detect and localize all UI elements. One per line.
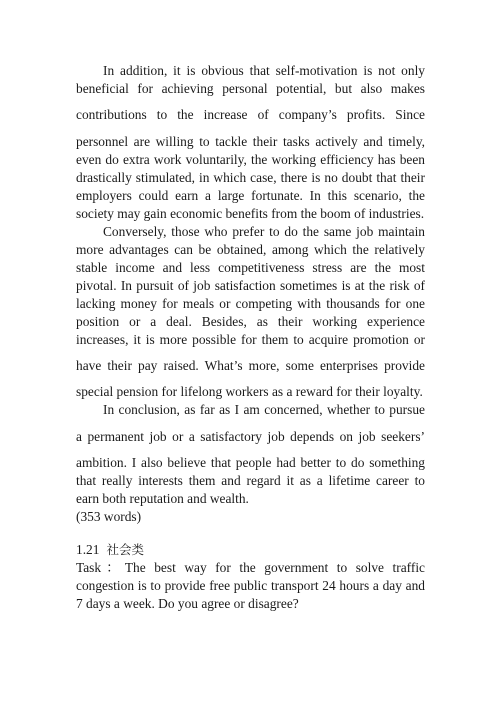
paragraph-1-line-1: In addition, it is obvious that self-motivation is not only [103,63,425,78]
section-heading [76,541,144,559]
paragraph-2-line-8: have their pay raised. What’s more, some enterprises provide [76,358,425,373]
paragraph-3-line-3: ambition. I also believe that people had better to do something [76,455,425,470]
paragraph-2-line-7: increases, it is more possible for them to acquire promotion or [76,332,425,347]
paragraph-2-line-1: Conversely, those who prefer to do the same job maintain [103,224,425,239]
paragraph-3-line-4: that really interests them and regard it as a lifetime career to [76,473,425,488]
paragraph-1-line-6: drastically stimulated, in which case, there is no doubt that their [76,170,425,185]
section-number: 1.21 [76,542,100,557]
paragraph-1-line-4: personnel are willing to tackle their tasks actively and timely, [76,134,425,149]
task-line-3: 7 days a week. Do you agree or disagree? [76,596,299,611]
paragraph-3-line-1: In conclusion, as far as I am concerned, whether to pursue [103,402,425,417]
paragraph-1-line-2: beneficial for achieving personal potential, but also makes [76,81,425,96]
paragraph-1-line-8: society may gain economic benefits from the boom of industries. [76,206,425,221]
word-count: (353 words) [76,509,142,524]
task-line-2: congestion is to provide free public transport 24 hours a day and [76,578,425,593]
paragraph-2-line-5: lacking money for meals or competing with thousands for one [76,296,425,311]
paragraph-2-line-4: pivotal. In pursuit of job satisfaction sometimes is at the risk of [76,278,425,293]
paragraph-3-line-5: earn both reputation and wealth. [76,491,249,506]
paragraph-1-line-5: even do extra work voluntarily, the working efficiency has been [76,152,425,167]
task-line-1: Task：The best way for the government to solve traffic [76,560,425,575]
paragraph-1-line-3: contributions to the increase of company’s profits. Since [76,107,425,122]
paragraph-2-line-6: position or a deal. Besides, as their working experience [76,314,425,329]
paragraph-2-line-9: special pension for lifelong workers as a reward for their loyalty. [76,384,423,399]
section-title: 社会类 [106,542,144,557]
paragraph-1-line-7: employers could earn a large fortunate. In this scenario, the [76,188,425,203]
paragraph-2-line-3: stable income and less competitiveness stress are the most [76,260,425,275]
paragraph-2-line-2: more advantages can be obtained, among which the relatively [76,242,425,257]
paragraph-3-line-2: a permanent job or a satisfactory job depends on job seekers’ [76,429,425,444]
